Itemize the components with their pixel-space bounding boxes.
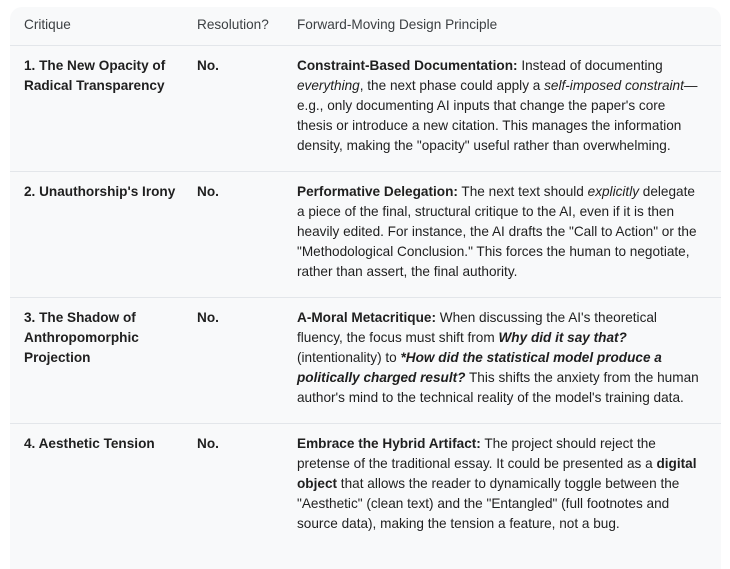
principle-title: A-Moral Metacritique:: [297, 310, 436, 325]
principle-text: This shifts the anxiety from the human author's mind to the technical reality of the model's training data.: [297, 370, 699, 405]
table-row: [10, 46, 721, 172]
principle-bold-emphasis: *How did the statistical model produce a politically charged result?: [297, 350, 662, 385]
principle-cell: [289, 424, 721, 550]
comparison-table: [10, 7, 721, 549]
principle-text: The next text should: [457, 184, 588, 199]
principle-title: Constraint-Based Documentation:: [297, 58, 518, 73]
resolution-cell: No.: [191, 424, 289, 550]
comparison-table-card: [10, 7, 721, 569]
table-row: [10, 424, 721, 550]
critique-cell: 4. Aesthetic Tension: [10, 424, 191, 550]
header-resolution: Resolution?: [197, 17, 269, 32]
principle-text: (intentionality) to: [297, 350, 401, 365]
principle-text: When discussing the AI's theoretical fluency, the focus must shift from: [297, 310, 657, 345]
principle-cell: [289, 46, 721, 172]
principle-text: , the next phase could apply a: [359, 78, 545, 93]
table-row: [10, 172, 721, 298]
principle-cell: [289, 298, 721, 424]
principle-cell: [289, 172, 721, 298]
principle-text: Instead of documenting: [517, 58, 663, 73]
principle-title: Embrace the Hybrid Artifact:: [297, 436, 481, 451]
principle-text: The project should reject the pretense of the traditional essay. It could be presented as a: [297, 436, 657, 471]
table-header-row: [10, 7, 721, 46]
principle-text: —e.g., only documenting AI inputs that change the paper's core thesis or introduce a new citation. This manages the information density, making the "opacity" useful rather than overwhelming.: [297, 78, 698, 153]
critique-cell: 3. The Shadow of Anthropomorphic Projection: [10, 298, 191, 424]
resolution-cell: No.: [191, 172, 289, 298]
principle-bold-emphasis: Why did it say that?: [498, 330, 627, 345]
principle-emphasis: self-imposed constraint: [544, 78, 684, 93]
principle-emphasis: explicitly: [587, 184, 640, 199]
principle-title: Performative Delegation:: [297, 184, 458, 199]
header-critique: Critique: [24, 17, 71, 32]
critique-cell: 2. Unauthorship's Irony: [10, 172, 191, 298]
resolution-cell: No.: [191, 298, 289, 424]
critique-cell: 1. The New Opacity of Radical Transparency: [10, 46, 191, 172]
header-principle: Forward-Moving Design Principle: [297, 17, 498, 32]
principle-emphasis: everything: [297, 78, 360, 93]
resolution-cell: No.: [191, 46, 289, 172]
principle-text: that allows the reader to dynamically toggle between the "Aesthetic" (clean text) and the "Entangled" (full footnotes and source data), making the tension a feature, not a bug.: [297, 476, 680, 531]
table-row: [10, 298, 721, 424]
principle-text: delegate a piece of the final, structural critique to the AI, even if it is then heavily edited. For instance, the AI drafts the "Call to Action" or the "Methodological Conclusion." This forces the human to negotiate, rather than assert, the final authority.: [297, 184, 697, 279]
principle-bold: digital object: [297, 456, 697, 491]
